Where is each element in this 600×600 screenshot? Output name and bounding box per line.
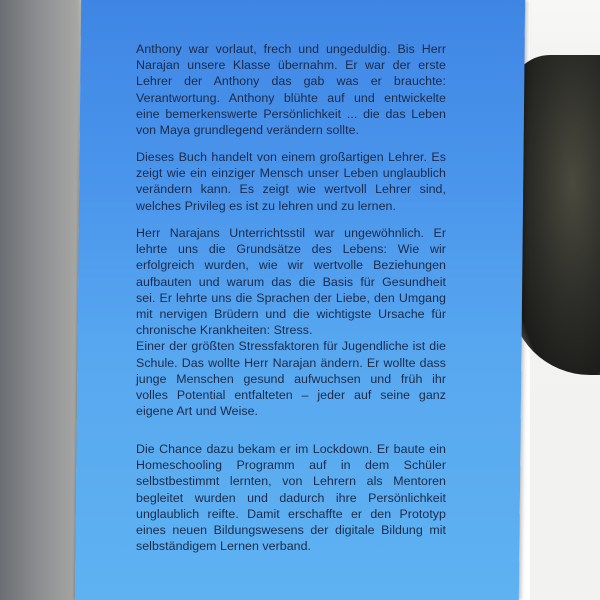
text-line: eines neuen Bildungswesens der digitale Bildung mit [136,523,446,538]
text-line: begleitet wurden und dadurch ihre Persönlichkeit [136,490,446,505]
text-line: zeigt wie ein einziger Mensch unser Leben unglaublich [136,166,446,181]
text-line: von Maya grundlegend verändern sollte. [136,123,360,138]
text-line: eine bemerkenswerte Persönlichkeit ... die das Leben [136,106,446,121]
text-line: unglaublich reifte. Damit erschaffte er den Prototyp [136,506,446,521]
blurb-paragraph-1 [136,41,446,138]
text-line: aufbauten und warum das die Basis für Gesundheit [136,274,446,289]
text-line: Homeschooling Programm auf in dem Schüler [136,458,446,473]
text-line: volles Potential entfalteten – jeder auf seine ganz [136,388,446,403]
blurb-paragraph-4 [136,441,446,554]
text-line: Einer der größten Stressfaktoren für Jugendliche ist die [136,339,446,354]
text-line: sei. Er lehrte uns die Sprachen der Liebe, den Umgang [136,290,446,305]
blurb-paragraph-3 [136,225,446,419]
text-line: chronische Krankheiten: Stress. [136,323,313,338]
text-line: Dieses Buch handelt von einem großartigen Lehrer. Es [136,150,446,164]
text-line: mit nervigen Brüdern und die wichtigste Ursache für [136,307,446,322]
text-line: Narajan unsere Klasse übernahm. Er war der erste [136,58,446,73]
text-line: selbständigem Lernen verband. [136,539,312,554]
text-line: Anthony war vorlaut, frech und ungeduldig. Bis Herr [136,42,446,56]
text-line: erfolgreich wurden, wie wir wertvolle Beziehungen [136,258,446,273]
text-line: Herr Narajans Unterrichtsstil war ungewöhnlich. Er [136,226,446,240]
text-line: eigene Art und Weise. [136,404,259,419]
blurb-paragraph-2 [136,149,446,214]
text-line: Verantwortung. Anthony blühte auf und entwickelte [136,90,446,105]
text-line: junge Menschen gesund aufwuchsen und früh ihr [136,371,446,386]
text-line: selbstbestimmt lernten, von Lehrern als Mentoren [136,474,446,489]
text-line: lehrte uns die Grundsätze des Lebens: Wie wir [136,242,446,257]
text-line: Schule. Das wollte Herr Narajan ändern. Er wollte dass [136,355,446,370]
text-line: verändern kann. Es zeigt wie wertvoll Lehrer sind, [136,182,446,197]
text-line: welches Privileg es ist zu lehren und zu lernen. [136,198,396,213]
text-line: Die Chance dazu bekam er im Lockdown. Er baute ein [136,442,446,456]
text-line: Lehrer der Anthony das gab was er brauchte: [136,74,446,89]
